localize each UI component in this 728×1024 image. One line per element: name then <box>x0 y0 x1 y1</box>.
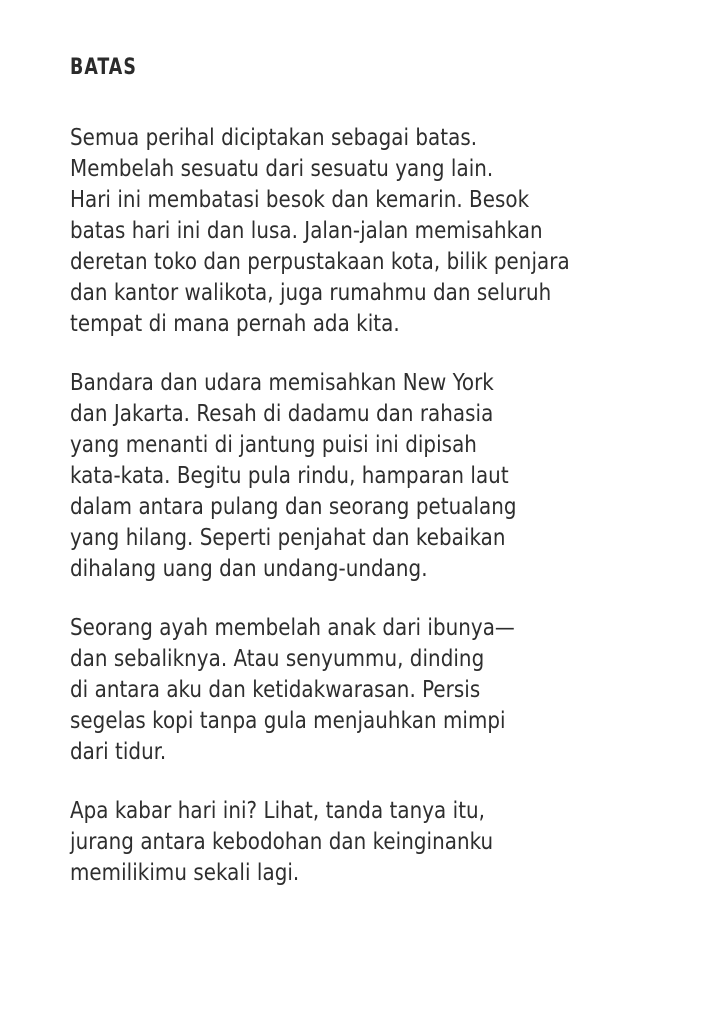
stanza-1 <box>70 122 670 339</box>
page-title: BATAS <box>70 55 137 80</box>
poem-line: jurang antara kebodohan dan keinginanku <box>70 827 494 855</box>
poem-line: dalam antara pulang dan seorang petualang <box>70 492 517 520</box>
poem-line: dan kantor walikota, juga rumahmu dan seluruh <box>70 278 552 306</box>
poem-line: memilikimu sekali lagi. <box>70 858 300 886</box>
poem-line: batas hari ini dan lusa. Jalan-jalan memisahkan <box>70 216 543 244</box>
poem-line: Membelah sesuatu dari sesuatu yang lain. <box>70 154 494 182</box>
poem-line: yang menanti di jantung puisi ini dipisah <box>70 430 477 458</box>
poem-line: dihalang uang dan undang-undang. <box>70 554 428 582</box>
poem-line: Seorang ayah membelah anak dari ibunya— <box>70 613 515 641</box>
poem-line: Hari ini membatasi besok dan kemarin. Besok <box>70 185 530 213</box>
poem-line: segelas kopi tanpa gula menjauhkan mimpi <box>70 706 506 734</box>
poem-line: kata-kata. Begitu pula rindu, hamparan laut <box>70 461 509 489</box>
poem-line: dan Jakarta. Resah di dadamu dan rahasia <box>70 399 494 427</box>
poem-line: deretan toko dan perpustakaan kota, bilik penjara <box>70 247 570 275</box>
poem-body <box>70 55 670 888</box>
poem-line: tempat di mana pernah ada kita. <box>70 309 400 337</box>
stanza-3 <box>70 612 670 767</box>
poem-line: Bandara dan udara memisahkan New York <box>70 368 494 396</box>
poem-line: Semua perihal diciptakan sebagai batas. <box>70 123 478 151</box>
poem-line: dan sebaliknya. Atau senyummu, dinding <box>70 644 485 672</box>
stanza-2 <box>70 367 670 584</box>
poem-line: di antara aku dan ketidakwarasan. Persis <box>70 675 481 703</box>
poem-line: dari tidur. <box>70 737 167 765</box>
poem-line: Apa kabar hari ini? Lihat, tanda tanya itu, <box>70 796 486 824</box>
stanza-4 <box>70 795 670 888</box>
poem-line: yang hilang. Seperti penjahat dan kebaikan <box>70 523 506 551</box>
